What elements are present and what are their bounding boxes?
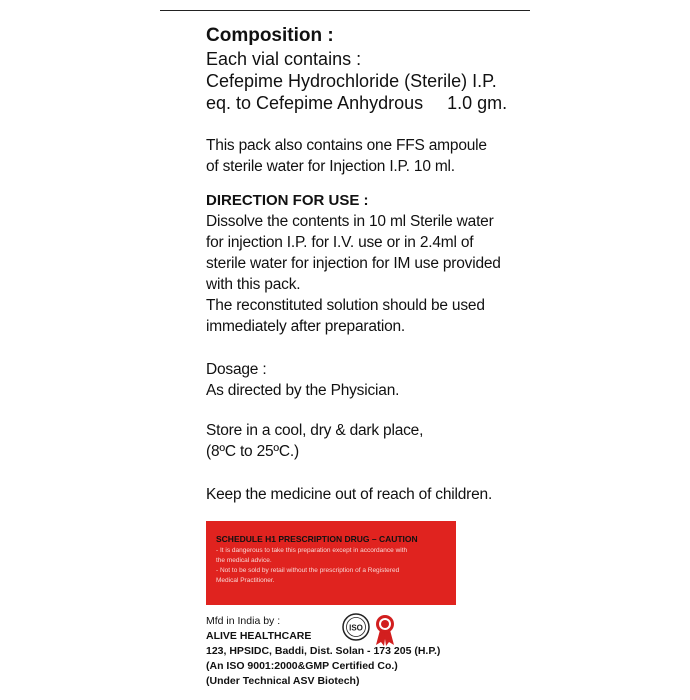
iso-seal-icon [343, 614, 369, 640]
composition-line-2: Cefepime Hydrochloride (Sterile) I.P. [206, 71, 497, 91]
pack-line-2: of sterile water for Injection I.P. 10 ml. [206, 158, 455, 175]
composition-title: Composition : [206, 25, 334, 46]
caution-line: the medical advice. [216, 557, 272, 564]
manufacturer-cert: (An ISO 9001:2000&GMP Certified Co.) [206, 660, 398, 672]
direction-line: sterile water for injection for IM use provided [206, 255, 501, 272]
direction-line: for injection I.P. for I.V. use or in 2.4ml of [206, 234, 474, 251]
pack-line-1: This pack also contains one FFS ampoule [206, 137, 487, 154]
direction-line: with this pack. [206, 276, 301, 293]
caution-title: SCHEDULE H1 PRESCRIPTION DRUG – CAUTION [216, 534, 418, 544]
label-content [206, 24, 676, 505]
composition-ingredient: eq. to Cefepime Anhydrous [206, 93, 424, 113]
mfd-label: Mfd in India by : [206, 615, 281, 627]
certification-logos [340, 612, 410, 646]
direction-line: The reconstituted solution should be used [206, 297, 485, 314]
dosage-value: As directed by the Physician. [206, 382, 400, 399]
composition-line-1: Each vial contains : [206, 49, 362, 69]
logos-svg [340, 612, 410, 646]
iso-badge-text: ISO [349, 623, 363, 633]
composition-line-3 [206, 92, 676, 114]
direction-line: immediately after preparation. [206, 318, 406, 335]
storage-line-1: Store in a cool, dry & dark place, [206, 422, 424, 439]
dosage-label: Dosage : [206, 361, 267, 378]
composition-strength: 1.0 gm. [447, 93, 508, 113]
direction-title: DIRECTION FOR USE : [206, 192, 369, 209]
manufacturer-address: 123, HPSIDC, Baddi, Dist. Solan - 173 205 (H.P.) [206, 645, 441, 657]
manufacturer-name: ALIVE HEALTHCARE [206, 630, 312, 642]
ribbon-award-icon [376, 615, 394, 646]
manufacturer-technical: (Under Technical ASV Biotech) [206, 675, 360, 687]
storage-line-2: (8ºC to 25ºC.) [206, 443, 299, 460]
direction-line: Dissolve the contents in 10 ml Sterile water [206, 213, 494, 230]
caution-box [206, 521, 456, 605]
caution-line: - It is dangerous to take this preparation except in accordance with [216, 547, 408, 554]
caution-line: Medical Practitioner. [216, 577, 275, 584]
caution-line: - Not to be sold by retail without the prescription of a Registered [216, 567, 400, 574]
top-rule [160, 10, 530, 11]
children-warning: Keep the medicine out of reach of children. [206, 486, 493, 503]
